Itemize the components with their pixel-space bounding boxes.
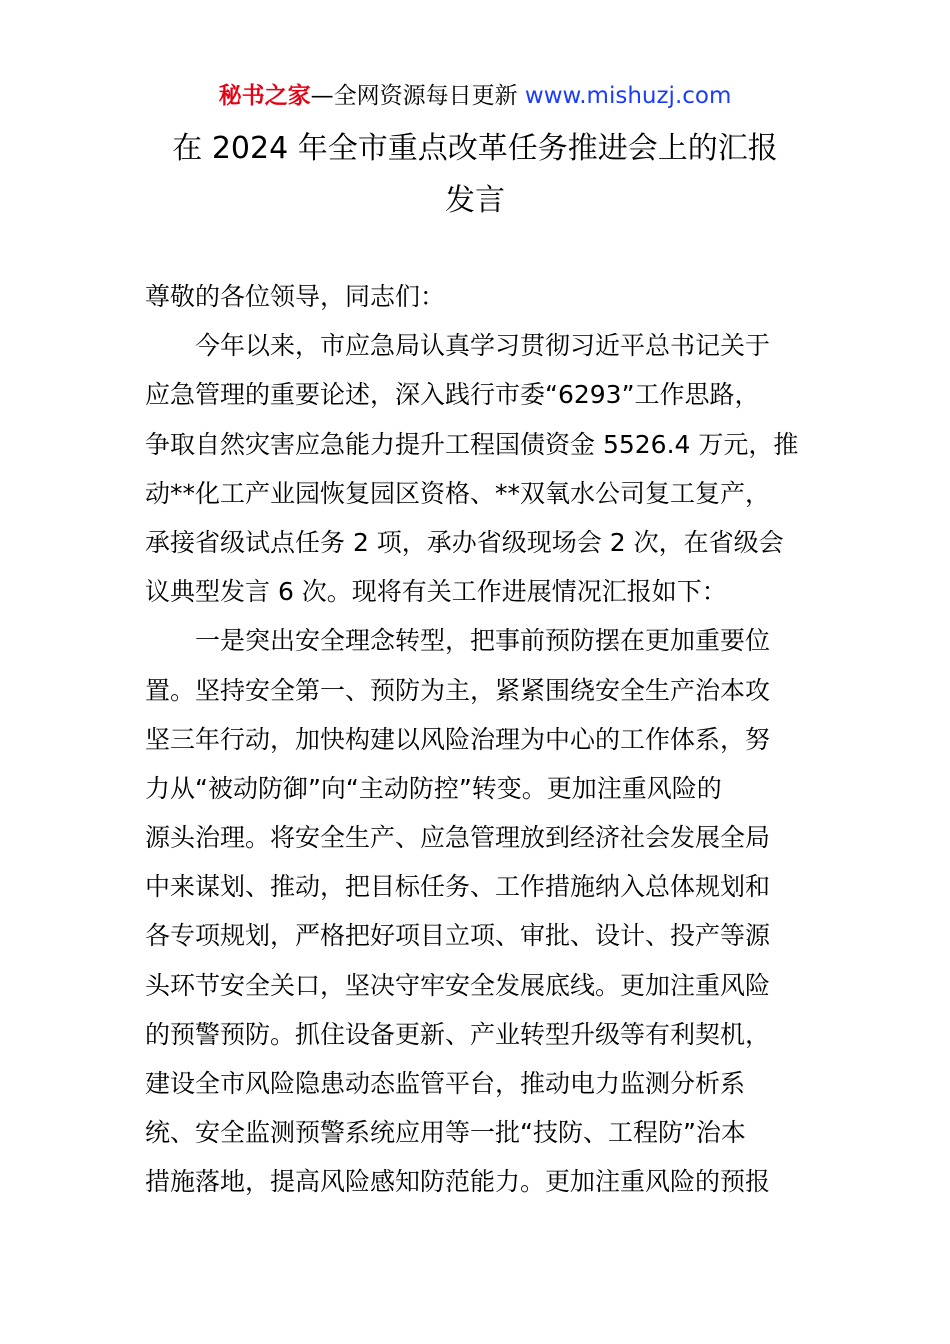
title-line-2: 发言 <box>445 183 505 218</box>
body-line: 坚三年行动，加快构建以风险治理为中心的工作体系，努 <box>145 724 771 754</box>
body-line: 争取自然灾害应急能力提升工程国债资金 5526.4 万元，推 <box>145 429 799 459</box>
body-line: 措施落地，提高风险感知防范能力。更加注重风险的预报 <box>145 1167 771 1197</box>
body-line: 承接省级试点任务 2 项，承办省级现场会 2 次，在省级会 <box>145 527 784 557</box>
document-body <box>145 272 810 1207</box>
site-brand: 秘书之家 <box>218 83 311 109</box>
salutation: 尊敬的各位领导，同志们： <box>145 282 446 311</box>
body-line: 置。坚持安全第一、预防为主，紧紧围绕安全生产治本攻 <box>145 675 771 705</box>
body-line: 力从“被动防御”向“主动防控”转变。更加注重风险的 <box>145 773 722 803</box>
body-line: 建设全市风险隐患动态监管平台，推动电力监测分析系 <box>145 1069 746 1098</box>
body-line: 各专项规划，严格把好项目立项、审批、设计、投产等源 <box>145 921 771 951</box>
site-header <box>0 80 950 112</box>
site-url-link[interactable]: www.mishuzj.com <box>524 83 732 109</box>
body-line: 源头治理。将安全生产、应急管理放到经济社会发展全局 <box>145 823 771 853</box>
body-line: 议典型发言 6 次。现将有关工作进展情况汇报如下： <box>145 577 727 607</box>
body-line: 一是突出安全理念转型，把事前预防摆在更加重要位 <box>195 626 771 656</box>
document-title <box>145 123 805 227</box>
body-line: 应急管理的重要论述，深入践行市委“6293”工作思路， <box>145 380 760 410</box>
site-tagline: —全网资源每日更新 <box>310 83 525 109</box>
body-line: 头环节安全关口，坚决守牢安全发展底线。更加注重风险 <box>145 970 771 1000</box>
title-line-1: 在 2024 年全市重点改革任务推进会上的汇报 <box>172 131 778 166</box>
body-line: 的预警预防。抓住设备更新、产业转型升级等有利契机， <box>145 1019 771 1049</box>
body-line: 动**化工产业园恢复园区资格、**双氧水公司复工复产， <box>145 478 771 508</box>
body-line: 中来谋划、推动，把目标任务、工作措施纳入总体规划和 <box>145 872 771 902</box>
body-line: 今年以来，市应急局认真学习贯彻习近平总书记关于 <box>195 331 771 361</box>
body-line: 统、安全监测预警系统应用等一批“技防、工程防”治本 <box>145 1118 746 1148</box>
